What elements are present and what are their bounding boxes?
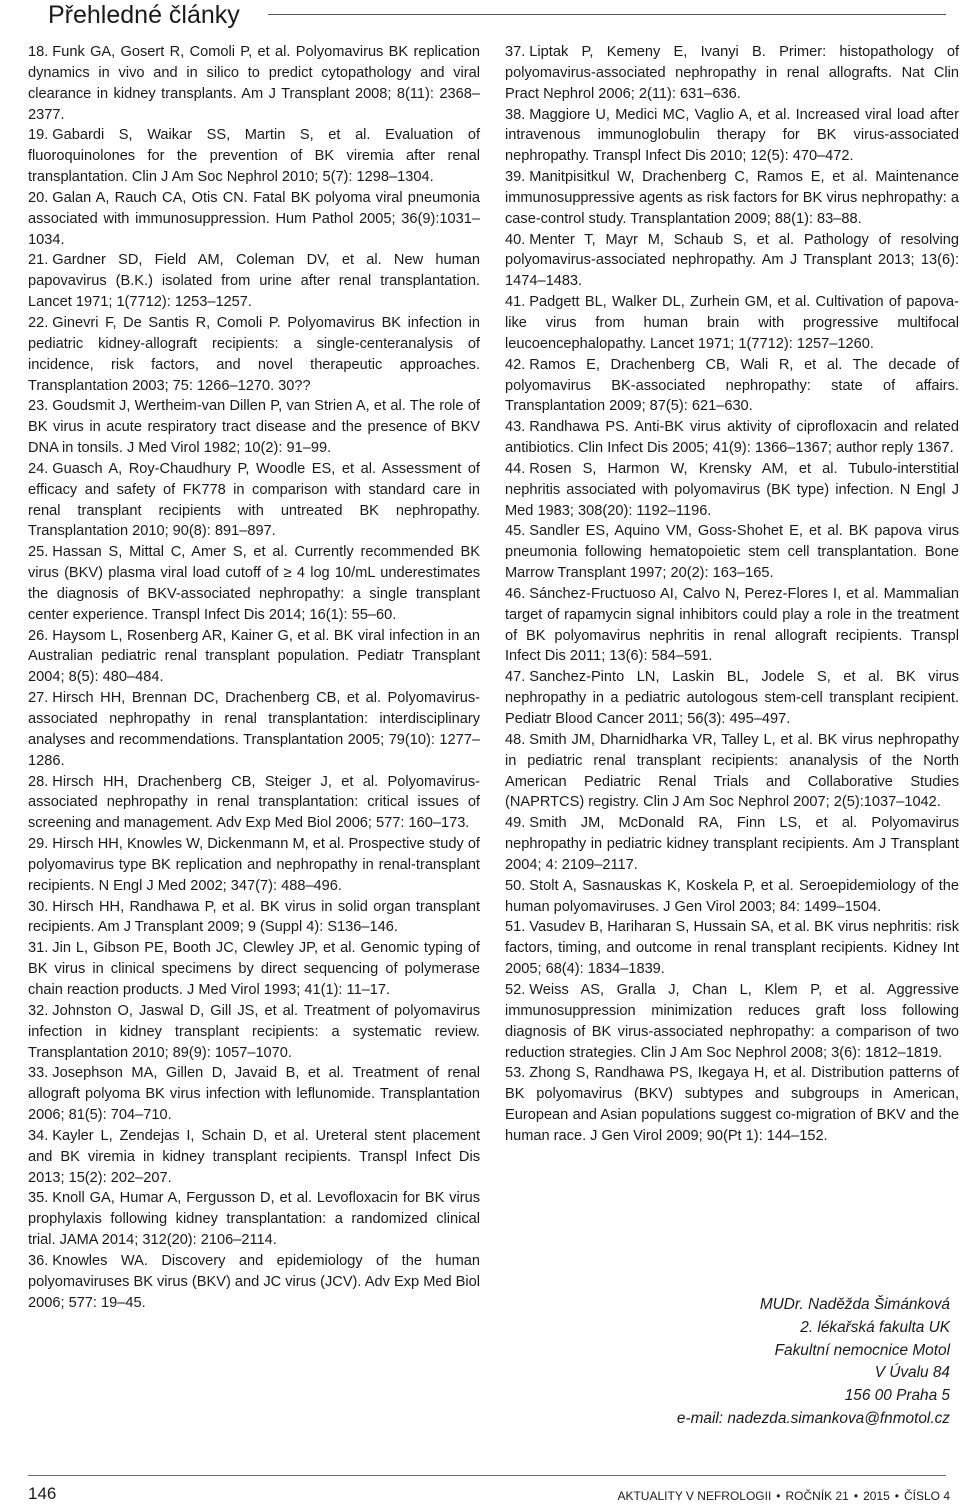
reference-text: Hirsch HH, Drachenberg CB, Steiger J, et al. Polyomavirus-associated nephropathy in renal transplantation: critical issues of screening and management. Adv Exp Med Biol 2006; 577: 160–173.: [28, 773, 480, 832]
author-name: MUDr. Naděžda Šimánková: [759, 1296, 950, 1313]
reference-number: 32.: [28, 1002, 49, 1019]
reference-text: Hirsch HH, Randhawa P, et al. BK virus in solid organ transplant recipients. Am J Transplant 2009; 9 (Suppl 4): S136–146.: [28, 898, 480, 936]
reference-item: [28, 1001, 480, 1064]
reference-item: [28, 688, 480, 771]
reference-text: Maggiore U, Medici MC, Vaglio A, et al. Increased viral load after intravenous immunoglobulin therapy for BK virus-associated nephropathy. Transpl Infect Dis 2010; 12(5): 470–472.: [505, 106, 959, 165]
reference-number: 45.: [505, 523, 526, 540]
reference-number: 39.: [505, 169, 526, 186]
reference-item: [28, 834, 480, 897]
reference-number: 33.: [28, 1065, 49, 1082]
reference-text: Jin L, Gibson PE, Booth JC, Clewley JP, et al. Genomic typing of BK virus in clinical specimens by direct sequencing of polymerase chain reaction products. J Med Virol 1993; 41(1): 11–17.: [28, 940, 480, 998]
reference-text: Haysom L, Rosenberg AR, Kainer G, et al. BK viral infection in an Australian pediatric renal transplant population. Pediatr Transplant 2004; 8(5): 480–484.: [28, 627, 480, 686]
reference-item: [28, 1063, 480, 1126]
author-faculty: 2. lékařská fakulta UK: [800, 1318, 950, 1336]
reference-item: [505, 980, 959, 1063]
reference-item: [505, 917, 959, 980]
references-left-column: [28, 42, 480, 1313]
reference-number: 25.: [28, 544, 49, 561]
reference-text: Knowles WA. Discovery and epidemiology of the human polyomaviruses BK virus (BKV) and JC virus (JCV). Adv Exp Med Biol 2006; 577: 19–45.: [28, 1252, 480, 1311]
reference-text: Sánchez-Fructuoso AI, Calvo N, Perez-Flores I, et al. Mammalian target of rapamycin signal inhibitors could play a role in the treatment of BK polyomavirus nephritis in renal allograft recipients. Transpl Infect Dis 2011; 13(6): 584–591.: [505, 585, 959, 665]
reference-item: [505, 105, 959, 168]
journal-volume: ROČNÍK 21: [785, 1489, 849, 1503]
reference-text: Josephson MA, Gillen D, Javaid B, et al. Treatment of renal allograft polyoma BK virus infection with leflunomide. Transplantation 2006; 81(5): 704–710.: [28, 1065, 480, 1124]
reference-item: [28, 313, 480, 396]
reference-text: Liptak P, Kemeny E, Ivanyi B. Primer: histopathology of polyomavirus-associated nephropathy in renal allografts. Nat Clin Pract Nephrol 2006; 2(11): 631–636.: [505, 44, 959, 102]
reference-item: [28, 250, 480, 313]
reference-item: [28, 42, 480, 125]
reference-number: 24.: [28, 460, 49, 477]
reference-text: Smith JM, McDonald RA, Finn LS, et al. Polyomavirus nephropathy in pediatric kidney transplant recipients. Am J Transplant 2004; 4: 2109–2117.: [505, 815, 959, 873]
journal-issue: ČÍSLO 4: [903, 1489, 950, 1503]
reference-number: 52.: [505, 981, 526, 998]
author-contact: [677, 1294, 950, 1431]
reference-text: Padgett BL, Walker DL, Zurhein GM, et al. Cultivation of papova-like virus from human brain with progressive multifocal leucoencephalopathy. Lancet 1971; 1(7712): 1257–1260.: [505, 294, 959, 352]
reference-number: 19.: [28, 127, 49, 144]
reference-number: 27.: [28, 690, 49, 707]
reference-item: [505, 292, 959, 355]
reference-item: [28, 125, 480, 188]
reference-item: [505, 667, 959, 730]
reference-item: [505, 459, 959, 522]
reference-item: [505, 230, 959, 293]
section-title: Přehledné články: [48, 1, 240, 29]
reference-item: [28, 1188, 480, 1251]
references-right-column: [505, 42, 959, 1147]
author-email[interactable]: e-mail: nadezda.simankova@fnmotol.cz: [676, 1409, 950, 1427]
reference-item: [28, 396, 480, 459]
reference-text: Gabardi S, Waikar SS, Martin S, et al. Evaluation of fluoroquinolones for the prevention of BK viremia after renal transplantation. Clin J Am Soc Nephrol 2010; 5(7): 1298–1304.: [28, 127, 480, 186]
reference-text: Menter T, Mayr M, Schaub S, et al. Pathology of resolving polyomavirus-associated nephropathy. Am J Transplant 2013; 13(6): 1474–1483.: [505, 231, 959, 290]
reference-item: [28, 542, 480, 625]
author-street: V Úvalu 84: [874, 1364, 950, 1382]
reference-number: 53.: [505, 1065, 526, 1082]
reference-text: Kayler L, Zendejas I, Schain D, et al. Ureteral stent placement and BK viremia in kidney transplant recipients. Transpl Infect Dis 2013; 15(2): 202–207.: [28, 1127, 480, 1186]
reference-number: 26.: [28, 627, 49, 644]
reference-text: Guasch A, Roy-Chaudhury P, Woodle ES, et al. Assessment of efficacy and safety of FK778 in comparison with standard care in renal transplant recipients with untreated BK nephropathy. Transplantation 2010; 90(8): 891–897.: [28, 460, 480, 540]
reference-text: Weiss AS, Gralla J, Chan L, Klem P, et al. Aggressive immunosuppression minimization reduces graft loss following diagnosis of BK virus-associated nephropathy: a comparison of two reduction strategies. Clin J Am Soc Nephrol 2008; 3(6): 1812–1819.: [505, 981, 959, 1061]
reference-number: 28.: [28, 773, 49, 790]
journal-name: AKTUALITY V NEFROLOGII: [617, 1489, 772, 1503]
reference-number: 20.: [28, 189, 49, 206]
reference-number: 31.: [28, 940, 49, 957]
reference-number: 30.: [28, 898, 49, 915]
reference-item: [28, 938, 480, 1001]
reference-number: 21.: [28, 252, 49, 269]
reference-item: [28, 626, 480, 689]
reference-text: Vasudev B, Hariharan S, Hussain SA, et al. BK virus nephritis: risk factors, timing, and outcome in renal transplant recipients. Kidney Int 2005; 68(4): 1834–1839.: [505, 919, 959, 978]
footer-separator: •: [894, 1489, 899, 1503]
reference-text: Goudsmit J, Wertheim-van Dillen P, van Strien A, et al. The role of BK virus in acute respiratory tract disease and the presence of BKV DNA in tonsils. J Med Virol 1982; 10(2): 91–99.: [28, 398, 480, 457]
reference-number: 46.: [505, 585, 526, 602]
reference-item: [505, 813, 959, 876]
footer-separator: •: [853, 1489, 859, 1503]
reference-text: Ginevri F, De Santis R, Comoli P. Polyomavirus BK infection in pediatric kidney-allograft recipients: a single-centeranalysis of incidence, risk factors, and novel therapeutic approaches. Transplantation 2003; 75: 1266–1270. 30??: [28, 314, 480, 394]
reference-item: [505, 521, 959, 584]
reference-text: Johnston O, Jaswal D, Gill JS, et al. Treatment of polyomavirus infection in kidney transplant recipients: a systematic review. Transplantation 2010; 89(9): 1057–1070.: [28, 1002, 480, 1061]
reference-number: 41.: [505, 294, 526, 311]
reference-number: 37.: [505, 44, 526, 60]
reference-text: Sanchez-Pinto LN, Laskin BL, Jodele S, et al. BK virus nephropathy in a pediatric autologous stem-cell transplant recipient. Pediatr Blood Cancer 2011; 56(3): 495–497.: [505, 669, 959, 727]
page-number: 146: [28, 1484, 57, 1503]
reference-number: 35.: [28, 1190, 49, 1207]
reference-text: Stolt A, Sasnauskas K, Koskela P, et al. Seroepidemiology of the human polyomaviruses. J Gen Virol 2003; 84: 1499–1504.: [505, 877, 959, 915]
reference-text: Rosen S, Harmon W, Krensky AM, et al. Tubulo-interstitial nephritis associated with polyomavirus (BK type) infection. N Engl J Med 1983; 308(20): 1192–1196.: [505, 460, 959, 519]
reference-number: 23.: [28, 398, 49, 415]
reference-number: 49.: [505, 815, 526, 832]
reference-item: [505, 42, 959, 105]
reference-text: Smith JM, Dharnidharka VR, Talley L, et al. BK virus nephropathy in pediatric renal transplant recipients: ananalysis of the North American Pediatric Renal Trials and Collaborative Studies (NAPRTCS) registry. Clin J Am Soc Nephrol 2007; 2(5):1037–1042.: [505, 731, 959, 811]
reference-item: [505, 355, 959, 418]
reference-item: [28, 772, 480, 835]
reference-item: [505, 584, 959, 667]
reference-text: Manitpisitkul W, Drachenberg C, Ramos E, et al. Maintenance immunosuppressive agents as risk factors for BK virus nephropathy: a case-control study. Transplantation 2009; 88(1): 83–88.: [505, 169, 959, 227]
footer-separator: •: [776, 1489, 781, 1503]
reference-item: [28, 459, 480, 542]
reference-text: Zhong S, Randhawa PS, Ikegaya H, et al. Distribution patterns of BK polyomavirus (BKV) subtypes and subgroups in American, European and Asian populations suggest co-migration of BKV and the human race. J Gen Virol 2009; 90(Pt 1): 144–152.: [505, 1065, 959, 1144]
reference-number: 22.: [28, 314, 49, 331]
reference-text: Galan A, Rauch CA, Otis CN. Fatal BK polyoma viral pneumonia associated with immunosuppression. Hum Pathol 2005; 36(9):1031–1034.: [28, 189, 480, 248]
header-rule: [268, 14, 946, 15]
reference-item: [505, 167, 959, 230]
reference-item: [505, 730, 959, 813]
reference-text: Funk GA, Gosert R, Comoli P, et al. Polyomavirus BK replication dynamics in vivo and in silico to predict cytopathology and viral clearance in kidney transplants. Am J Transplant 2008; 8(11): 2368–2377.: [28, 44, 480, 123]
reference-item: [28, 1251, 480, 1314]
reference-text: Hirsch HH, Knowles W, Dickenmann M, et al. Prospective study of polyomavirus type BK replication and nephropathy in renal-transplant recipients. N Engl J Med 2002; 347(7): 488–496.: [28, 836, 480, 894]
footer-rule: [28, 1475, 946, 1476]
reference-text: Randhawa PS. Anti-BK virus aktivity of ciprofloxacin and related antibiotics. Clin Infect Dis 2005; 41(9): 1366–1367; author reply 1367.: [505, 419, 959, 457]
reference-item: [28, 188, 480, 251]
reference-text: Hirsch HH, Brennan DC, Drachenberg CB, et al. Polyomavirus-associated nephropathy in renal transplantation: interdisciplinary analyses and recommendations. Transplantation 2005; 79(10): 1277–1286.: [28, 690, 480, 769]
reference-number: 50.: [505, 877, 526, 894]
reference-number: 44.: [505, 460, 526, 477]
reference-number: 43.: [505, 419, 526, 436]
journal-footer: [617, 1489, 950, 1503]
reference-number: 42.: [505, 356, 526, 373]
reference-number: 18.: [28, 44, 49, 60]
reference-text: Sandler ES, Aquino VM, Goss-Shohet E, et al. BK papova virus pneumonia following hematopoietic stem cell transplantation. Bone Marrow Transplant 1997; 20(2): 163–165.: [505, 523, 959, 582]
reference-text: Knoll GA, Humar A, Fergusson D, et al. Levofloxacin for BK virus prophylaxis following kidney transplantation: a randomized clinical trial. JAMA 2014; 312(20): 2106–2114.: [28, 1190, 480, 1249]
reference-item: [28, 897, 480, 939]
reference-item: [505, 1063, 959, 1146]
reference-number: 29.: [28, 836, 49, 853]
reference-number: 38.: [505, 106, 526, 123]
reference-text: Hassan S, Mittal C, Amer S, et al. Currently recommended BK virus (BKV) plasma viral load cutoff of ≥ 4 log 10/mL underestimates the diagnosis of BKV-associated nephropathy: a single transplant center experience. Transpl Infect Dis 2014; 16(1): 55–60.: [28, 544, 480, 623]
reference-number: 51.: [505, 919, 526, 936]
reference-number: 40.: [505, 231, 526, 248]
reference-item: [28, 1126, 480, 1189]
reference-item: [505, 417, 959, 459]
reference-number: 47.: [505, 669, 526, 686]
reference-number: 36.: [28, 1252, 49, 1269]
journal-year: 2015: [863, 1489, 890, 1503]
reference-text: Gardner SD, Field AM, Coleman DV, et al. New human papovavirus (B.K.) isolated from urine after renal transplantation. Lancet 1971; 1(7712): 1253–1257.: [28, 252, 480, 311]
reference-number: 48.: [505, 731, 526, 748]
reference-text: Ramos E, Drachenberg CB, Wali R, et al. The decade of polyomavirus BK-associated nephropathy: state of affairs. Transplantation 2009; 87(5): 621–630.: [505, 356, 959, 415]
reference-number: 34.: [28, 1127, 49, 1144]
reference-item: [505, 876, 959, 918]
author-hospital: Fakultní nemocnice Motol: [774, 1341, 950, 1359]
author-city: 156 00 Praha 5: [844, 1387, 950, 1405]
